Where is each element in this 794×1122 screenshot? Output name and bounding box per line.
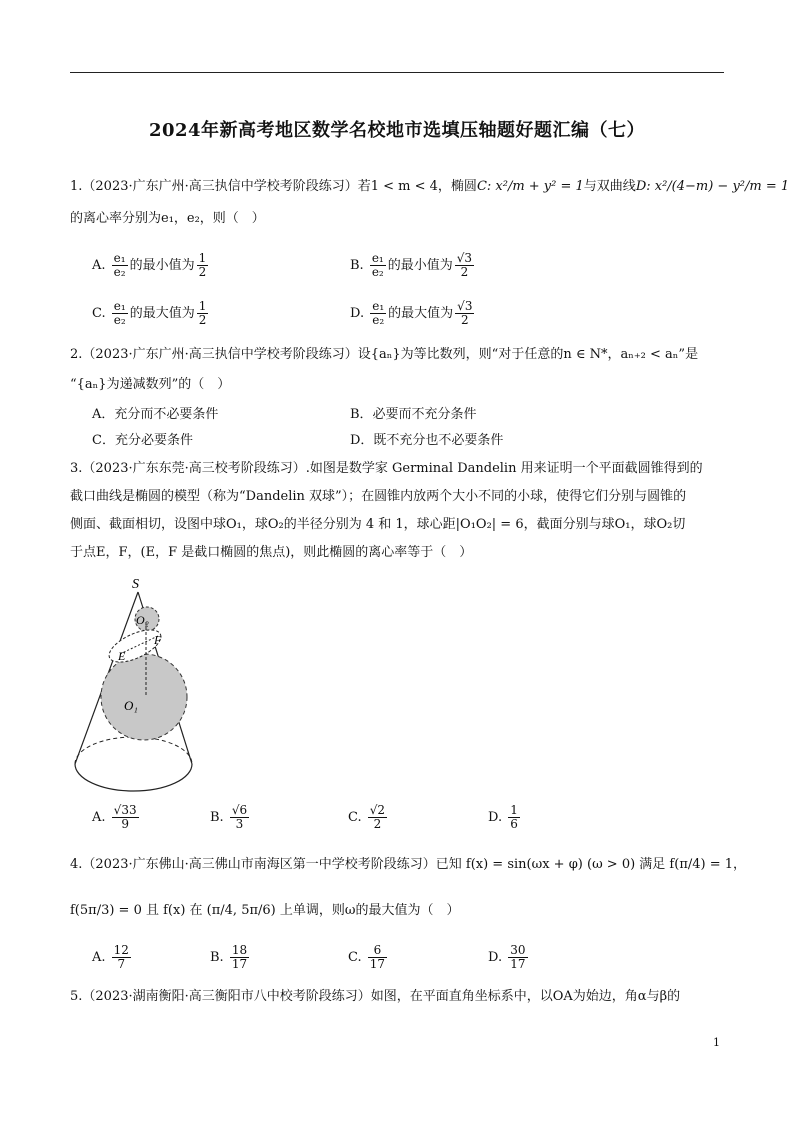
page-title: 2024年新高考地区数学名校地市选填压轴题好题汇编（七） xyxy=(148,120,646,141)
fraction: $\frac{12}{7}$ xyxy=(113,943,129,971)
option-text: 的最大值为 xyxy=(388,306,454,321)
sphere-o1 xyxy=(101,654,187,740)
q1-line2: 的离心率分别为e₁，e₂，则（ ） xyxy=(70,211,265,226)
cone-base-front xyxy=(75,764,192,791)
fraction: $\frac{6}{17}$ xyxy=(369,943,386,971)
q2-line1: 2.（2023·广东广州·高三执信中学校考阶段练习）设{aₙ}为等比数列，则“对于任意的n ∈ N*，aₙ₊₂ < aₙ”是 xyxy=(70,347,699,362)
q3-line3: 侧面、截面相切，设图中球O₁，球O₂的半径分别为 4 和 1，球心距|O₁O₂| = 6，截面分别与球O₁，球O₂切 xyxy=(70,517,686,532)
q1-line1 xyxy=(70,178,789,196)
option-text: 的最小值为 xyxy=(387,258,453,273)
fraction: $\frac{\text{e₁}}{\text{e₂}}$ xyxy=(113,299,126,327)
q2-option-d[interactable]: D．既不充分也不必要条件 xyxy=(350,433,504,448)
label-f: F xyxy=(154,633,162,647)
q4-line1: 4.（2023·广东佛山·高三佛山市南海区第一中学校考阶段练习）已知 f(x) = sin(ωx + φ) (ω > 0) 满足 f(π/4) = 1， xyxy=(70,857,747,872)
fraction: $\frac{√3}{2}$ xyxy=(457,299,473,327)
fraction: $\frac{18}{17}$ xyxy=(231,943,248,971)
q2-option-b[interactable]: B．必要而不充分条件 xyxy=(350,407,477,422)
q4-option-a[interactable] xyxy=(92,944,133,971)
header-rule xyxy=(70,72,724,73)
q1-option-b[interactable] xyxy=(350,252,476,279)
fraction: $\frac{\text{e₁}}{\text{e₂}}$ xyxy=(371,251,384,279)
option-label: C. xyxy=(348,950,362,965)
cone-base-back xyxy=(75,737,192,764)
fraction: $\frac{1}{2}$ xyxy=(198,299,207,327)
option-label: C. xyxy=(92,306,106,321)
option-text: 的最小值为 xyxy=(129,258,195,273)
q2-option-c[interactable]: C．充分必要条件 xyxy=(92,433,193,448)
q2-option-a[interactable]: A．充分而不必要条件 xyxy=(92,407,219,422)
fraction: $\frac{1}{2}$ xyxy=(198,251,207,279)
label-o2: O₂ xyxy=(136,613,149,627)
q1-ellipse: C: x²/m + y² = 1 xyxy=(476,179,584,194)
q3-option-c[interactable] xyxy=(348,804,389,831)
option-label: B. xyxy=(210,810,224,825)
q4-line2: f(5π/3) = 0 且 f(x) 在 (π/4, 5π/6) 上单调，则ω的最大值为（ ） xyxy=(70,903,460,918)
option-text: 的最大值为 xyxy=(129,306,195,321)
q4-option-c[interactable] xyxy=(348,944,389,971)
option-label: A. xyxy=(92,950,106,965)
q2-line2: “{aₙ}为递减数列”的（ ） xyxy=(70,377,231,392)
fraction: $\frac{√2}{2}$ xyxy=(369,803,386,831)
option-label: D. xyxy=(488,950,503,965)
q4-option-d[interactable] xyxy=(488,944,530,971)
q1-option-c[interactable] xyxy=(92,300,210,327)
q3-option-a[interactable] xyxy=(92,804,141,831)
q4-option-b[interactable] xyxy=(210,944,251,971)
option-label: B. xyxy=(210,950,224,965)
fraction: $\frac{\text{e₁}}{\text{e₂}}$ xyxy=(372,299,385,327)
q3-option-b[interactable] xyxy=(210,804,251,831)
fraction: $\frac{√3}{2}$ xyxy=(456,251,473,279)
fraction: $\frac{1}{6}$ xyxy=(510,803,518,831)
option-label: B. xyxy=(350,258,364,273)
q3-option-d[interactable] xyxy=(488,804,522,831)
option-label: A. xyxy=(92,810,106,825)
fraction: $\frac{√6}{3}$ xyxy=(231,803,248,831)
label-s: S xyxy=(132,577,139,592)
fraction: $\frac{30}{17}$ xyxy=(510,943,526,971)
q1-option-d[interactable] xyxy=(350,300,476,327)
option-label: D. xyxy=(350,306,365,321)
option-label: C. xyxy=(348,810,362,825)
fraction: $\frac{\text{e₁}}{\text{e₂}}$ xyxy=(113,251,126,279)
q3-line4: 于点E，F，(E，F 是截口椭圆的焦点)，则此椭圆的离心率等于（ ） xyxy=(70,545,473,560)
label-o1: O₁ xyxy=(124,698,138,713)
q1-prefix: 1.（2023·广东广州·高三执信中学校考阶段练习）若1 < m < 4，椭圆 xyxy=(70,179,477,194)
option-label: D. xyxy=(488,810,503,825)
dandelin-cone-figure xyxy=(70,574,200,794)
q3-line1: 3.（2023·广东东莞·高三校考阶段练习）.如图是数学家 Germinal Dandelin 用来证明一个平面截圆锥得到的 xyxy=(70,461,703,476)
q1-mid: 与双曲线 xyxy=(583,179,636,194)
fraction: $\frac{√33}{9}$ xyxy=(113,803,137,831)
q1-hyperbola: D: x²/(4−m) − y²/m = 1 xyxy=(635,179,790,194)
q5-line1: 5.（2023·湖南衡阳·高三衡阳市八中校考阶段练习）如图，在平面直角坐标系中，以OA为始边，角α与β的 xyxy=(70,989,681,1004)
label-e: E xyxy=(118,649,126,663)
q3-line2: 截口曲线是椭圆的模型（称为“Dandelin 双球”）；在圆锥内放两个大小不同的小球，使得它们分别与圆锥的 xyxy=(70,489,687,504)
option-label: A. xyxy=(92,258,106,273)
page-number: 1 xyxy=(713,1036,720,1049)
q1-option-a[interactable] xyxy=(92,252,210,279)
